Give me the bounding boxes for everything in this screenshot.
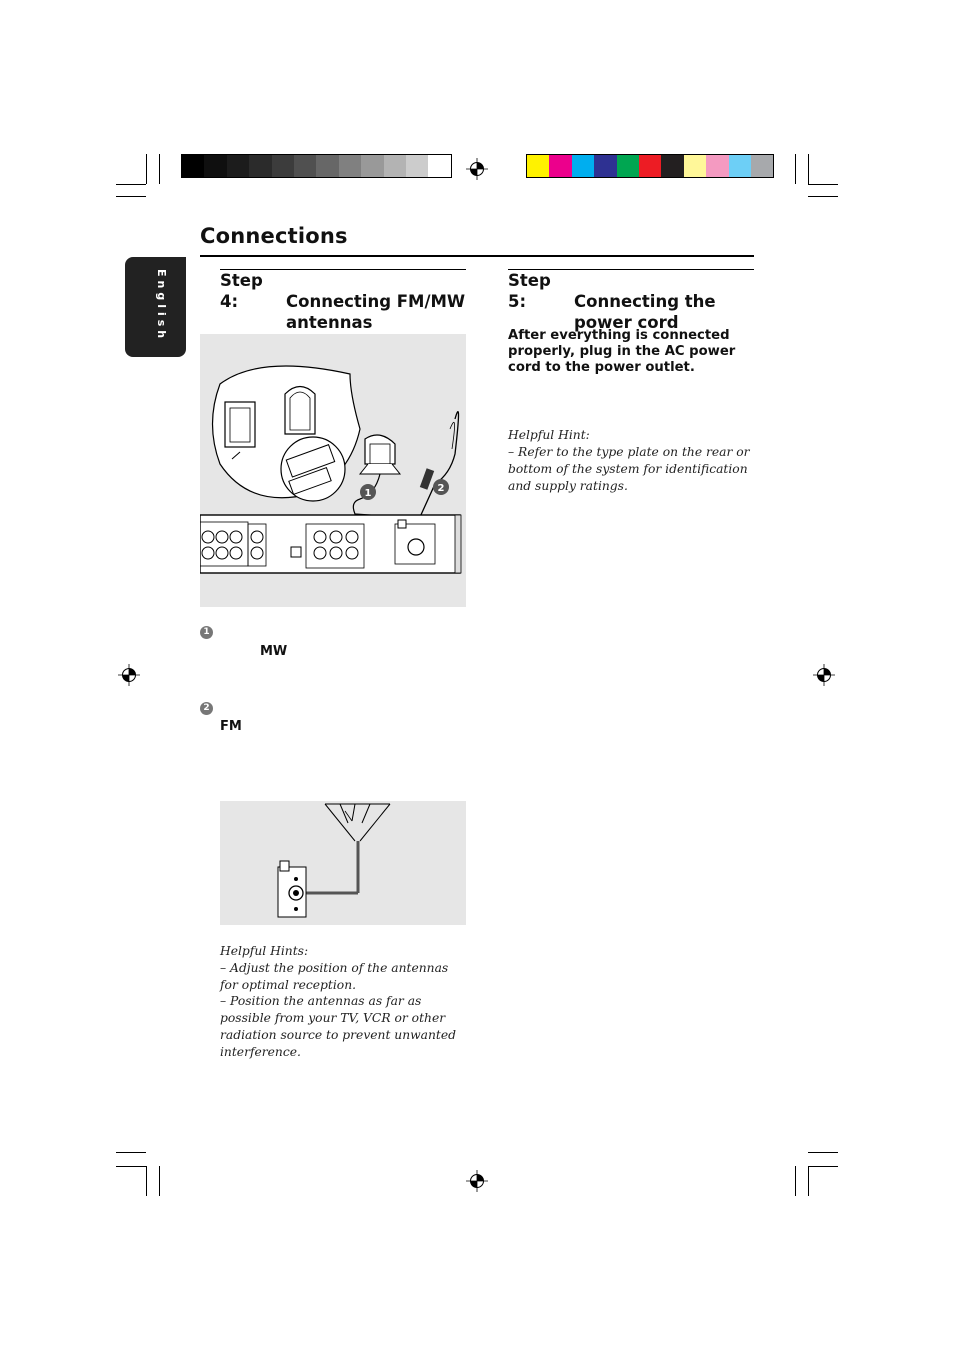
step5-hint-title: Helpful Hint:	[508, 428, 590, 442]
outdoor-fm-antenna-figure	[220, 801, 466, 925]
crop-mark	[808, 1152, 838, 1153]
step5-body-text: After everything is connected properly, plug in the AC power cord to the power outlet.	[508, 328, 736, 375]
calibration-swatch	[639, 155, 661, 177]
calibration-swatch	[684, 155, 706, 177]
calibration-swatch	[706, 155, 728, 177]
calibration-swatch	[661, 155, 683, 177]
calibration-swatch	[572, 155, 594, 177]
calibration-swatch	[182, 155, 204, 177]
step5-title-line1: Connecting the	[574, 292, 716, 311]
registration-mark-icon	[813, 664, 835, 686]
language-tab-label: English	[155, 269, 168, 343]
step4-hints-title: Helpful Hints:	[220, 944, 309, 958]
calibration-swatch	[339, 155, 361, 177]
calibration-swatch	[594, 155, 616, 177]
outdoor-antenna-illustration	[220, 801, 466, 925]
crop-mark	[159, 154, 160, 184]
calibration-swatch	[617, 155, 639, 177]
step5-title-line2: power cord	[574, 313, 679, 332]
registration-mark-icon	[118, 664, 140, 686]
antenna-connection-figure	[200, 334, 466, 607]
registration-mark-icon	[466, 1170, 488, 1192]
registration-mark-icon	[466, 158, 488, 180]
calibration-swatch	[294, 155, 316, 177]
crop-mark	[808, 1166, 838, 1167]
step5-hint-1: – Refer to the type plate on the rear or bottom of the system for identification and supply ratings.	[508, 445, 750, 493]
callout-1: 1	[364, 488, 372, 499]
step4-item1-keyword: MW	[260, 644, 288, 659]
step4-hint-1: – Adjust the position of the antennas for optimal reception.	[220, 961, 449, 992]
calibration-swatch	[384, 155, 406, 177]
calibration-swatch	[204, 155, 226, 177]
calibration-swatch	[751, 155, 773, 177]
crop-mark	[146, 154, 147, 184]
calibration-swatch	[549, 155, 571, 177]
calibration-swatch	[527, 155, 549, 177]
step4-heading	[220, 270, 480, 333]
callout-2: 2	[437, 483, 445, 494]
crop-mark	[808, 184, 838, 185]
step5-heading	[508, 270, 758, 333]
step4-item1-bullet: 1	[200, 626, 213, 639]
calibration-swatch	[406, 155, 428, 177]
calibration-swatch	[729, 155, 751, 177]
title-rule	[200, 255, 754, 257]
crop-mark	[795, 1166, 796, 1196]
language-tab	[125, 257, 186, 357]
step4-item2-bullet: 2	[200, 702, 213, 715]
page-title: Connections	[200, 224, 348, 248]
calibration-swatch	[361, 155, 383, 177]
step4-hint-2: – Position the antennas as far as possible from your TV, VCR or other radiation source to prevent unwanted interference.	[220, 994, 457, 1059]
step4-item2-keyword: FM	[220, 719, 242, 734]
calibration-swatch	[249, 155, 271, 177]
antenna-connection-illustration	[200, 334, 466, 607]
calibration-swatch	[428, 155, 450, 177]
calibration-swatch	[227, 155, 249, 177]
crop-mark	[116, 1152, 146, 1153]
crop-mark	[116, 184, 146, 185]
calibration-swatch	[316, 155, 338, 177]
step4-number: Step 4:	[220, 271, 263, 311]
crop-mark	[795, 154, 796, 184]
step4-title-line2: antennas	[286, 313, 373, 332]
color-calibration-bar	[526, 154, 774, 178]
step4-title-line1: Connecting FM/MW	[286, 292, 466, 311]
crop-mark	[159, 1166, 160, 1196]
crop-mark	[808, 1166, 809, 1196]
crop-mark	[808, 154, 809, 184]
crop-mark	[116, 196, 146, 197]
crop-mark	[808, 196, 838, 197]
calibration-swatch	[272, 155, 294, 177]
crop-mark	[116, 1166, 146, 1167]
crop-mark	[146, 1166, 147, 1196]
step5-number: Step 5:	[508, 271, 551, 311]
grayscale-calibration-bar	[181, 154, 452, 178]
